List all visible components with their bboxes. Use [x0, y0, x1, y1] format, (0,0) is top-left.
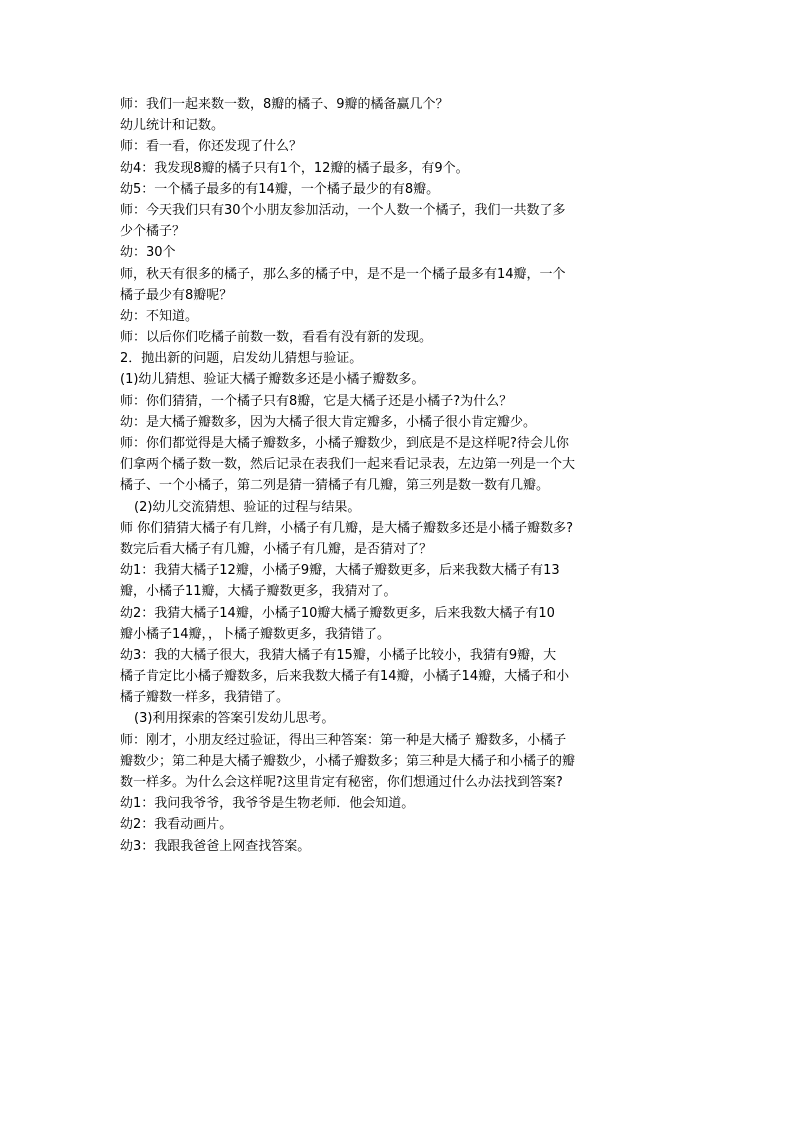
text-line: 瓣数少；第二种是大橘子瓣数少，小橘子瓣数多；第三种是大橘子和小橘子的瓣 [120, 753, 576, 769]
text-line: 橘子肯定比小橘子瓣数多，后来我数大橘子有14瓣，小橘子14瓣，大橘子和小 [120, 669, 570, 685]
text-line: 师：以后你们吃橘子前数一数，看看有没有新的发现。 [120, 330, 433, 346]
text-line: 幼2：我看动画片。 [120, 817, 233, 833]
text-line: 师：看一看，你还发现了什么？ [120, 139, 303, 155]
text-line: 少个橘子？ [120, 224, 186, 240]
text-line: 们拿两个橘子数一数，然后记录在表我们一起来看记录表，左边第一列是一个大 [120, 457, 576, 473]
text-line: 橘子、一个小橘子，第二列是猜一猜橘子有几瓣，第三列是数一数有几瓣。 [120, 478, 550, 494]
text-line: 师 你们猜猜大橘子有几辫，小橘子有几瓣，是大橘子瓣数多还是小橘子瓣数多? [120, 520, 574, 536]
subsection-heading: (3)利用探索的答案引发幼儿思考。 [134, 711, 335, 727]
text-line: 数完后看大橘子有几瓣，小橘子有几瓣，是否猜对了？ [120, 541, 433, 557]
text-line: 师：你们都觉得是大橘子瓣数多，小橘子瓣数少，到底是不是这样呢?待会儿你 [120, 436, 569, 451]
text-line: 瓣小橘子14瓣，，卜橘子瓣数更多，我猜错了。 [120, 626, 391, 642]
text-line: 幼：不知道。 [120, 308, 199, 324]
text-line: 幼：是大橘子瓣数多，因为大橘子很大肯定瓣多，小橘子很小肯定瓣少。 [120, 414, 537, 430]
text-line: 幼2：我猜大橘子14瓣，小橘子10瓣大橘子瓣数更多，后来我数大橘子有10 [120, 605, 555, 621]
text-line: 师：刚才，小朋友经过验证，得出三种答案：第一种是大橘子 瓣数多，小橘子 [120, 732, 567, 748]
subsection-heading: (2)幼儿交流猜想、验证的过程与结果。 [134, 499, 361, 515]
text-line: 幼4：我发现8瓣的橘子只有1个，12瓣的橘子最多，有9个。 [120, 160, 469, 176]
text-line: 幼1：我猜大橘子12瓣，小橘子9瓣，大橘子瓣数更多，后来我数大橘子有13 [120, 563, 560, 579]
section-heading: 2．抛出新的问题，启发幼儿猜想与验证。 [120, 351, 363, 367]
text-line: 幼儿统计和记数。 [120, 118, 225, 134]
text-line: 幼3：我跟我爸爸上网查找答案。 [120, 838, 311, 854]
text-line: 橘子瓣数一样多，我猜错了。 [120, 690, 290, 706]
text-line: 瓣，小橘子11瓣，大橘子瓣数更多，我猜对了。 [120, 584, 397, 600]
subsection-heading: (1)幼儿猜想、验证大橘子瓣数多还是小橘子瓣数多。 [120, 372, 425, 388]
text-line: 师：我们一起来数一数，8瓣的橘子、9瓣的橘备赢几个？ [120, 97, 449, 112]
text-line: 师：今天我们只有30个小朋友参加活动，一个人数一个橘子，我们一共数了多 [120, 202, 566, 218]
text-line: 橘子最少有8瓣呢？ [120, 287, 233, 303]
text-line: 师，秋天有很多的橘子，那么多的橘子中，是不是一个橘子最多有14瓣，一个 [120, 266, 566, 282]
text-line: 数一样多。为什么会这样呢?这里肯定有秘密，你们想通过什么办法找到答案? [120, 775, 563, 790]
text-line: 师：你们猜猜，一个橘子只有8瓣，它是大橘子还是小橘子?为什么？ [120, 393, 513, 409]
text-line: 幼：30个 [120, 245, 176, 261]
text-line: 幼3：我的大橘子很大，我猜大橘子有15瓣，小橘子比较小，我猜有9瓣，大 [120, 647, 557, 663]
document-body [120, 94, 680, 857]
text-line: 幼1：我问我爷爷，我爷爷是生物老师．他会知道。 [120, 796, 415, 812]
text-line: 幼5：一个橘子最多的有14瓣，一个橘子最少的有8瓣。 [120, 181, 440, 197]
